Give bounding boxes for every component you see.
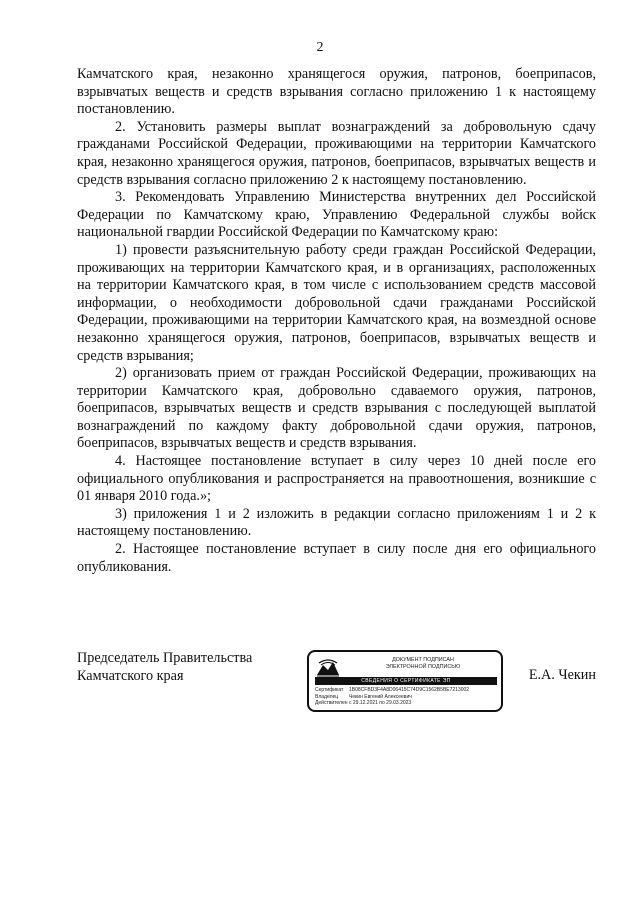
stamp-row-value: Чекин Евгений Алексеевич (349, 693, 412, 700)
signature-block (77, 650, 596, 730)
stamp-header-line1: ДОКУМЕНТ ПОДПИСАН (392, 657, 454, 663)
stamp-row-value: 1B08CFBD3F4A8D06415C74D9C1562B5BE7213002 (349, 687, 470, 693)
paragraph-item-3: 3. Рекомендовать Управлению Министерства внутренних дел Российской Федерации по Камчатскому краю, Управлению Федеральной службы войск национальной гвардии Российской Федерации по Камчатскому краю: (77, 189, 596, 241)
stamp-certificate-band: СВЕДЕНИЯ О СЕРТИФИКАТЕ ЭП (315, 677, 497, 685)
stamp-row-validity (315, 700, 497, 707)
paragraph-item-2: 2. Установить размеры выплат вознаграждений за добровольную сдачу гражданами Российской Федерации, проживающими на территории Камчатского края, незаконно хранящегося оружия, патронов, боеприпасов, взрывчатых веществ и средств взрывания согласно приложению 2 к настоящему постановлению. (77, 118, 596, 188)
electronic-signature-stamp (307, 650, 503, 712)
stamp-row-value: с 29.12.2021 по 29.03.2023 (349, 700, 412, 706)
emblem-icon (315, 657, 341, 677)
page-number: 2 (316, 40, 324, 55)
stamp-details (315, 687, 497, 707)
document-body (77, 66, 596, 576)
paragraph-item-4: 4. Настоящее постановление вступает в силу через 10 дней после его официального опубликования и распространяется на правоотношения, возникшие с 01 января 2010 года.»; (77, 453, 596, 505)
paragraph-subitem-2: 2) организовать прием от граждан Российской Федерации, проживающих на территории Камчатского края, добровольно сдаваемого оружия, патронов, боеприпасов, взрывчатых веществ и средств взрывания с последующей выплатой вознаграждений по каждому факту добровольной сдачи оружия, патронов, боеприпасов, взрывчатых веществ и средств взрывания. (77, 365, 596, 452)
signer-name: Е.А. Чекин (528, 667, 596, 683)
stamp-row-key: Сертификат (315, 687, 344, 693)
signer-title (77, 650, 252, 685)
stamp-header-line2: ЭЛЕКТРОННОЙ ПОДПИСЬЮ (385, 664, 461, 670)
stamp-row-key: Владелец (315, 693, 339, 700)
paragraph-effective: 2. Настоящее постановление вступает в силу после дня его официального опубликования. (77, 541, 596, 575)
signer-title-line1: Председатель Правительства (77, 650, 253, 666)
paragraph-subitem-1: 1) провести разъяснительную работу среди граждан Российской Федерации, проживающих на территории Камчатского края, и в организациях, расположенных на территории Камчатского края, в том числе с использованием средств массовой информации, о необходимости добровольной сдачи гражданами Российской Федерации, проживающими на территории Камчатского края, на возмездной основе незаконно хранящегося оружия, патронов, боеприпасов, взрывчатых веществ и средств взрывания; (77, 241, 596, 364)
stamp-row-key: Действителен (315, 700, 348, 706)
signer-title-line2: Камчатского края (77, 667, 184, 684)
paragraph-continuation: Камчатского края, незаконно хранящегося оружия, патронов, боеприпасов, взрывчатых веществ и средств взрывания согласно приложению 1 к настоящему постановлению. (77, 66, 596, 118)
stamp-header (349, 657, 497, 671)
paragraph-subitem-3: 3) приложения 1 и 2 изложить в редакции согласно приложениям 1 и 2 к настоящему постановлению. (77, 505, 596, 540)
